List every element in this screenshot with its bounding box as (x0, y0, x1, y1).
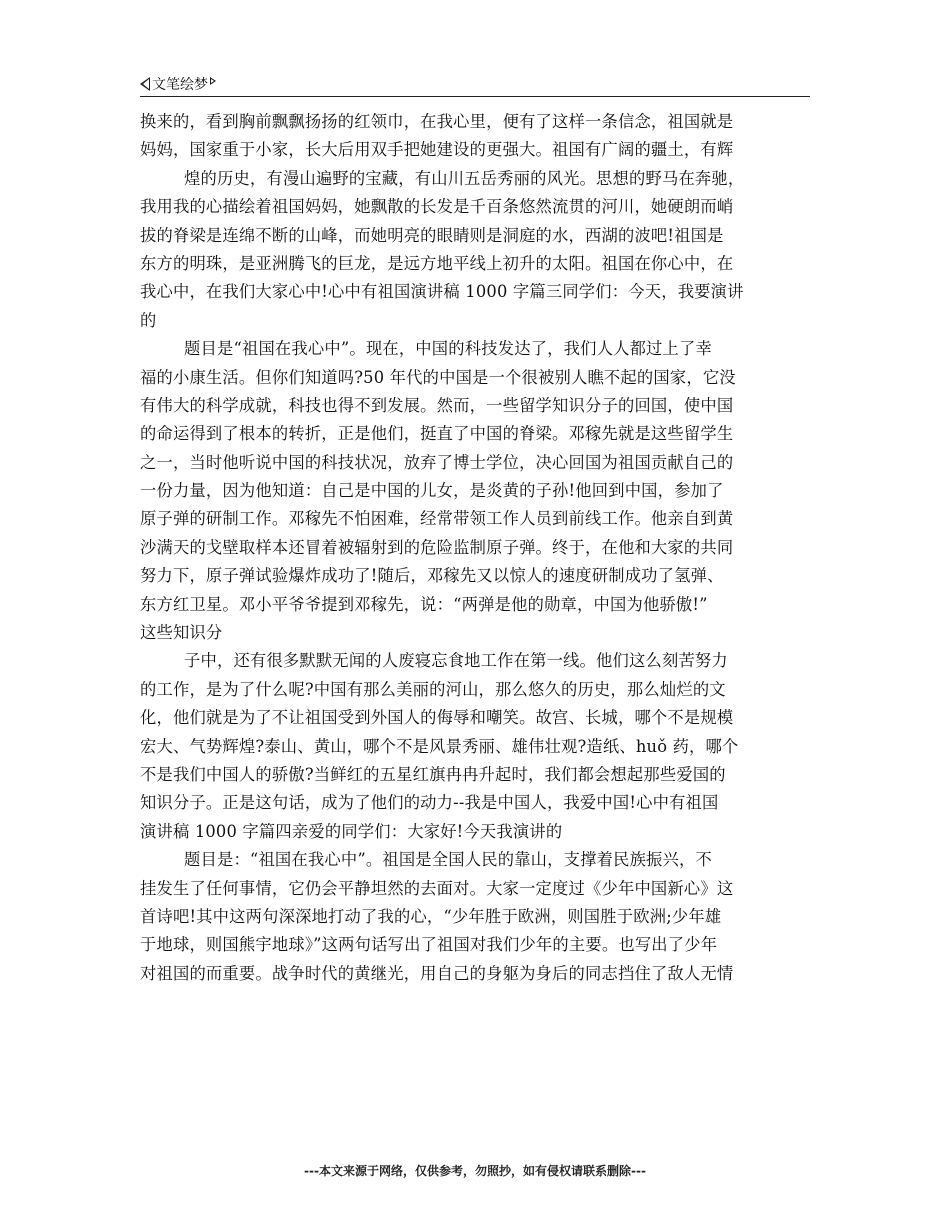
text-line: 之一，当时他听说中国的科技状况，放弃了博士学位，决心回国为祖国贡献自己的 (140, 452, 734, 472)
text-line: 原子弹的研制工作。邓稼先不怕困难，经常带领工作人员到前线工作。他亲自到黄 (140, 509, 734, 529)
text-line: 宏大、气势辉煌?泰山、黄山，哪个不是风景秀丽、雄伟壮观?造纸、huǒ 药，哪个 (140, 736, 739, 756)
text-line: 东方红卫星。邓小平爷爷提到邓稼先，说：“两弹是他的勋章，中国为他骄傲!” (140, 594, 708, 614)
text-line: 子中，还有很多默默无闻的人废寝忘食地工作在第一线。他们这么刻苦努力 (184, 651, 728, 671)
text-line: 我心中，在我们大家心中!心中有祖国演讲稿 1000 字篇三同学们：今天，我要演讲 (140, 282, 744, 302)
text-line: 的工作，是为了什么呢?中国有那么美丽的河山，那么悠久的历史，那么灿烂的文 (140, 679, 726, 699)
text-line: 努力下，原子弹试验爆炸成功了!随后，邓稼先又以惊人的速度研制成功了氢弹、 (140, 566, 724, 586)
text-line: 福的小康生活。但你们知道吗?50 年代的中国是一个很被别人瞧不起的国家，它没 (140, 367, 736, 387)
brand-logo (140, 74, 216, 94)
text-line: 煌的历史，有漫山遍野的宝藏，有山川五岳秀丽的风光。思想的野马在奔驰， (184, 168, 745, 188)
text-line: 的 (140, 310, 157, 330)
text-line: 知识分子。正是这句话，成为了他们的动力--我是中国人，我爱中国!心中有祖国 (140, 793, 719, 813)
text-line: 对祖国的而重要。战争时代的黄继光，用自己的身躯为身后的同志挡住了敌人无情 (140, 963, 734, 983)
text-line: 沙满天的戈壁取样本还冒着被辐射到的危险监制原子弹。终于，在他和大家的共同 (140, 537, 734, 557)
text-line: 我用我的心描绘着祖国妈妈，她飘散的长发是千百条悠然流贯的河川，她硬朗而峭 (140, 197, 734, 217)
text-line: 东方的明珠，是亚洲腾飞的巨龙，是远方地平线上初升的太阳。祖国在你心中，在 (140, 253, 734, 273)
text-line: 挂发生了任何事情，它仍会平静坦然的去面对。大家一定度过《少年中国新心》这 (140, 878, 734, 898)
page-header (140, 72, 810, 97)
text-line: 题目是：“祖国在我心中”。祖国是全国人民的靠山，支撑着民族振兴，不 (184, 850, 712, 870)
text-line: 演讲稿 1000 字篇四亲爱的同学们：大家好!今天我演讲的 (140, 821, 563, 841)
page-footer: ---本文来源于网络，仅供参考，勿照抄，如有侵权请联系删除--- (304, 1164, 646, 1178)
text-line: 一份力量，因为他知道：自己是中国的儿女，是炎黄的子孙!他回到中国，参加了 (140, 481, 724, 501)
document-body (140, 108, 812, 988)
text-line: 拔的脊梁是连绵不断的山峰，而她明亮的眼睛则是洞庭的水，西湖的波吧!祖国是 (140, 225, 724, 245)
text-line: 于地球，则国熊宇地球》”这两句话写出了祖国对我们少年的主要。也写出了少年 (140, 935, 718, 955)
text-line: 有伟大的科学成就，科技也得不到发展。然而，一些留学知识分子的回国，使中国 (140, 395, 734, 415)
text-line: 首诗吧!其中这两句深深地打动了我的心，“少年胜于欧洲，则国胜于欧洲;少年雄 (140, 906, 722, 926)
text-line: 不是我们中国人的骄傲?当鲜红的五星红旗冉冉升起时，我们都会想起那些爱国的 (140, 764, 726, 784)
left-triangle-icon (140, 77, 150, 91)
text-line: 换来的，看到胸前飘飘扬扬的红领巾，在我心里，便有了这样一条信念，祖国就是 (140, 112, 734, 131)
brand-name: 文笔绘梦 (152, 77, 208, 93)
text-line: 的命运得到了根本的转折，正是他们，挺直了中国的脊梁。邓稼先就是这些留学生 (140, 424, 734, 444)
text-line: 这些知识分 (140, 623, 223, 643)
text-line: 题目是“祖国在我心中”。现在，中国的科技发达了，我们人人都过上了幸 (184, 339, 712, 359)
right-triangle-icon (210, 77, 216, 85)
text-line: 妈妈，国家重于小家，长大后用双手把她建设的更强大。祖国有广阔的疆土，有辉 (140, 140, 734, 160)
text-line: 化，他们就是为了不让祖国受到外国人的侮辱和嘲笑。故宫、长城，哪个不是规模 (140, 708, 734, 728)
